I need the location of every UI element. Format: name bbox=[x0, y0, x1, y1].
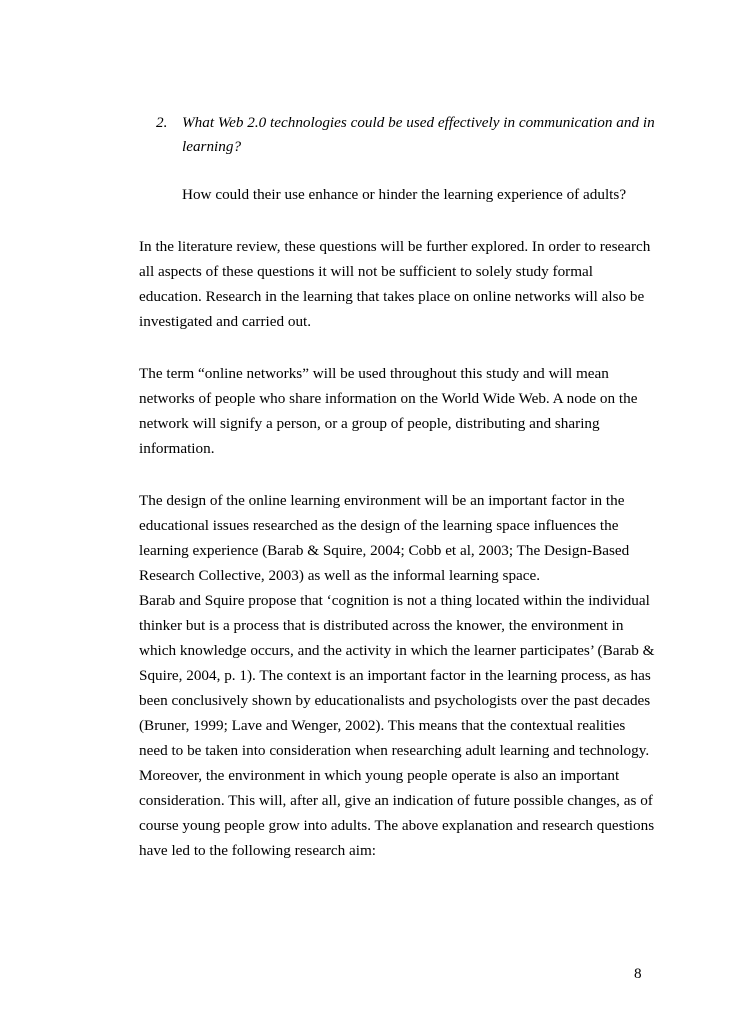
paragraph-3-line-14: course young people grow into adults. The above explanation and research questions bbox=[139, 817, 655, 834]
paragraph-3-line-5: Barab and Squire propose that ‘cognition is not a thing located within the individual bbox=[139, 592, 650, 609]
paragraph-3-line-9: been conclusively shown by educationalists and psychologists over the past decades bbox=[139, 692, 651, 709]
paragraph-2-line-3: network will signify a person, or a group of people, distributing and sharing bbox=[139, 415, 600, 432]
paragraph-3-line-8: Squire, 2004, p. 1). The context is an important factor in the learning process, as has bbox=[139, 667, 651, 684]
paragraph-3-line-6: thinker but is a process that is distributed across the knower, the environment in bbox=[139, 617, 624, 634]
paragraph-3-line-1: The design of the online learning environment will be an important factor in the bbox=[139, 492, 625, 509]
paragraph-3-line-11: need to be taken into consideration when researching adult learning and technology. bbox=[139, 742, 650, 759]
paragraph-3-line-2: educational issues researched as the design of the learning space influences the bbox=[139, 517, 619, 534]
paragraph-1-line-1: In the literature review, these questions will be further explored. In order to research bbox=[139, 238, 651, 255]
question-number: 2. bbox=[156, 114, 168, 131]
paragraph-3-line-4: Research Collective, 2003) as well as the informal learning space. bbox=[139, 567, 541, 584]
paragraph-3-line-12: Moreover, the environment in which young people operate is also an important bbox=[139, 767, 620, 784]
paragraph-3-line-13: consideration. This will, after all, give an indication of future possible changes, as of bbox=[139, 792, 653, 809]
paragraph-2-line-2: networks of people who share information on the World Wide Web. A node on the bbox=[139, 390, 638, 407]
paragraph-3-line-7: which knowledge occurs, and the activity in which the learner participates’ (Barab & bbox=[139, 642, 655, 659]
page-number: 8 bbox=[634, 965, 642, 982]
paragraph-3-line-3: learning experience (Barab & Squire, 2004; Cobb et al, 2003; The Design-Based bbox=[139, 542, 630, 559]
paragraph-2-line-1: The term “online networks” will be used throughout this study and will mean bbox=[139, 365, 609, 382]
paragraph-1-line-2: all aspects of these questions it will not be sufficient to solely study formal bbox=[139, 263, 594, 280]
paragraph-3-line-15: have led to the following research aim: bbox=[139, 842, 377, 859]
paragraph-3-line-10: (Bruner, 1999; Lave and Wenger, 2002). This means that the contextual realities bbox=[139, 717, 626, 734]
question-line-2: learning? bbox=[182, 138, 242, 155]
question-line-1: What Web 2.0 technologies could be used effectively in communication and in bbox=[182, 114, 655, 131]
question-followup: How could their use enhance or hinder the learning experience of adults? bbox=[182, 186, 627, 203]
paragraph-1-line-4: investigated and carried out. bbox=[139, 313, 312, 330]
paragraph-2-line-4: information. bbox=[139, 440, 215, 457]
paragraph-1-line-3: education. Research in the learning that takes place on online networks will also be bbox=[139, 288, 645, 305]
